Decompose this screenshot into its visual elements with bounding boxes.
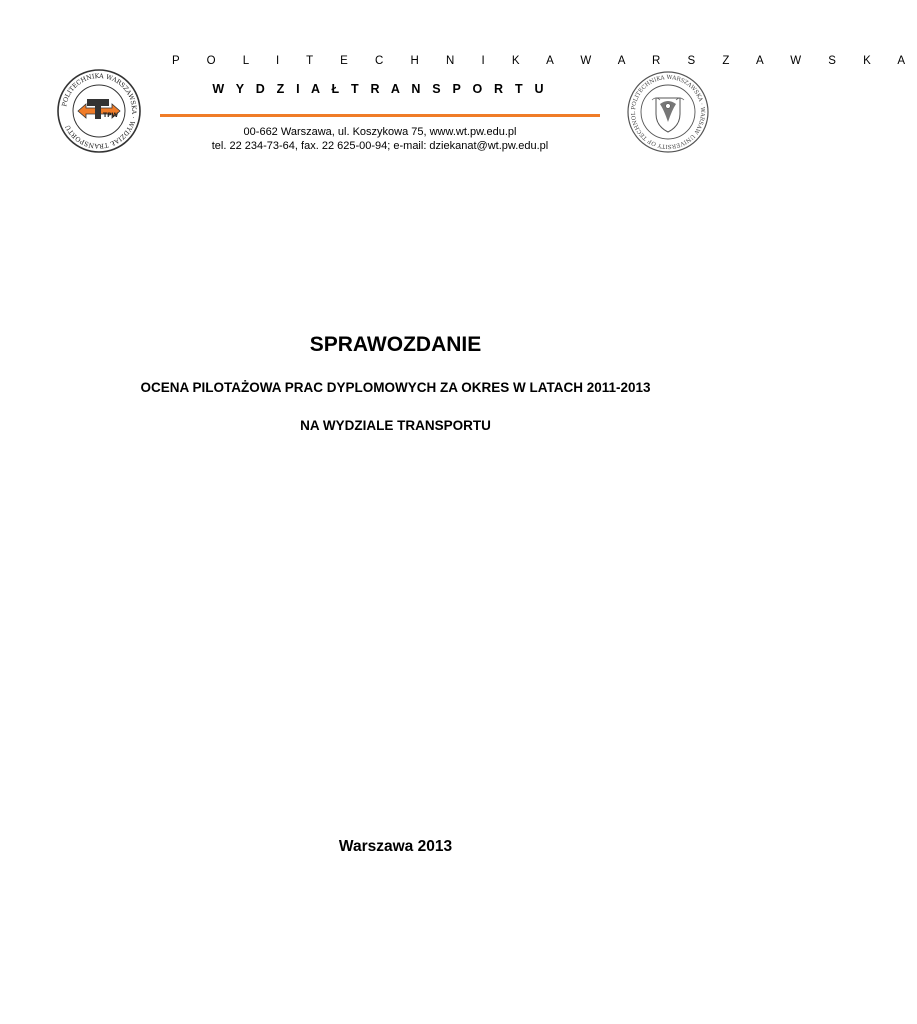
address-line: 00-662 Warszawa, ul. Koszykowa 75, www.wt.pw.edu.pl: [243, 126, 517, 138]
university-seal-icon: [626, 70, 710, 154]
document-subtitle: OCENA PILOTAŻOWA PRAC DYPLOMOWYCH ZA OKRES W LATACH 2011-2013: [140, 380, 651, 395]
header-divider: [160, 114, 600, 117]
seal-ring-text: POLITECHNIKA WARSZAWSKA · WARSAW UNIVERSITY OF TECHNOL: [630, 74, 706, 150]
faculty-logo-ring-text: POLITECHNIKA WARSZAWSKA · WYDZIAŁ TRANSPORTU: [61, 72, 138, 150]
university-name: P O L I T E C H N I K A W A R S Z A W S K A: [172, 55, 917, 67]
faculty-name: W Y D Z I A Ł T R A N S P O R T U: [212, 82, 548, 96]
contact-line: tel. 22 234-73-64, fax. 22 625-00-94; e-mail: dziekanat@wt.pw.edu.pl: [211, 140, 549, 152]
faculty-logo-icon: [56, 68, 142, 154]
place-and-year: Warszawa 2013: [338, 838, 453, 855]
document-subtitle-faculty: NA WYDZIALE TRANSPORTU: [300, 418, 491, 433]
document-title: SPRAWOZDANIE: [309, 333, 482, 356]
faculty-logo-badge: TPW: [103, 112, 119, 119]
